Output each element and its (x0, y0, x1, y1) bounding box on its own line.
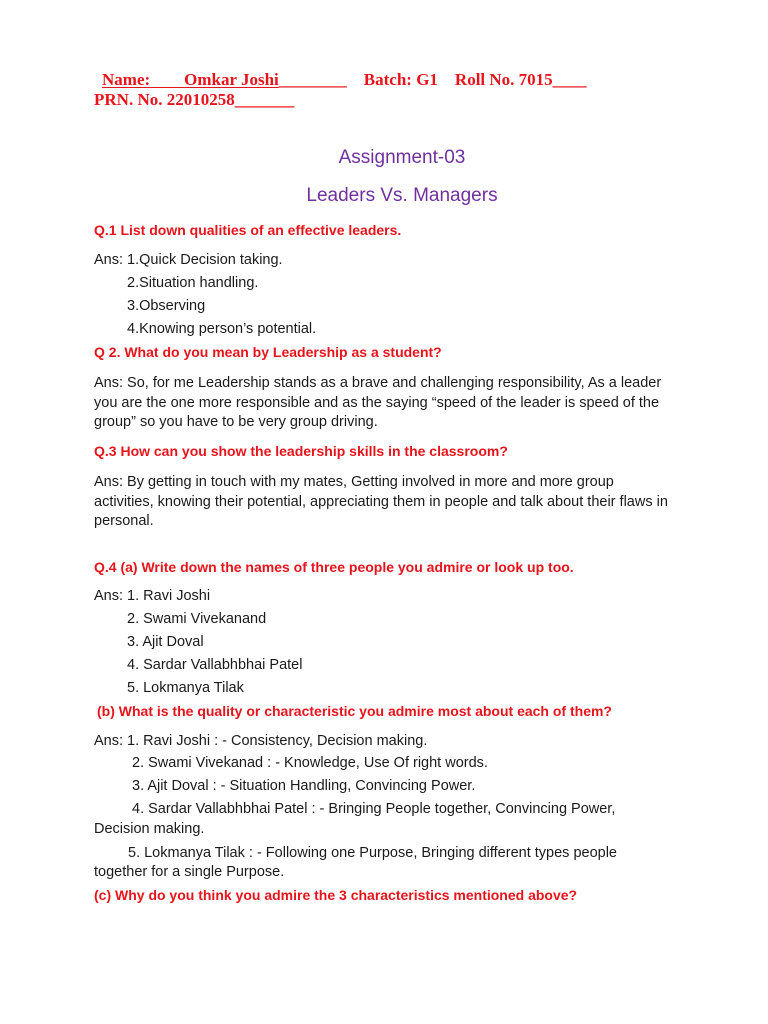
q4b-answer-line: Ans: 1. Ravi Joshi : - Consistency, Decision making. (94, 733, 428, 749)
q4b-answer-line: together for a single Purpose. (94, 864, 285, 880)
header-line-1 (102, 70, 587, 90)
q4c-question: (c) Why do you think you admire the 3 characteristics mentioned above? (94, 887, 578, 903)
q1-answer-line: 3.Observing (127, 298, 206, 314)
q1-answer-line: Ans: 1.Quick Decision taking. (94, 252, 283, 268)
name-label: Name: (102, 70, 151, 89)
prn-trail: _______ (234, 90, 295, 109)
q1-question: Q.1 List down qualities of an effective leaders. (94, 222, 402, 238)
q4b-answer-line: 2. Swami Vivekanad : - Knowledge, Use Of right words. (132, 755, 488, 771)
q1-answer-line: 4.Knowing person’s potential. (127, 321, 317, 337)
assignment-subtitle: Leaders Vs. Managers (306, 185, 498, 206)
q4b-answer-line: 3. Ajit Doval : - Situation Handling, Convincing Power. (132, 778, 476, 794)
q4b-answer-line: Decision making. (94, 821, 205, 837)
roll-text: Roll No. 7015 (454, 70, 553, 89)
q3-answer: Ans: By getting in touch with my mates, Getting involved in more and more group activities, knowing their potential, appreciating them in people and talk about their flaws in personal. (94, 474, 668, 529)
assignment-title: Assignment-03 (338, 147, 466, 168)
q4a-answer-line: 2. Swami Vivekanand (127, 611, 267, 627)
q2-answer: Ans: So, for me Leadership stands as a brave and challenging responsibility, As a leader you are the one more responsible and as the saying “speed of the leader is speed of the group” so you have to be very group driving. (94, 375, 662, 430)
header-line-2 (94, 90, 294, 110)
name-gap (150, 70, 184, 89)
q4a-answer-line: 4. Sardar Vallabhbhai Patel (127, 657, 303, 673)
q3-question: Q.3 How can you show the leadership skills in the classroom? (94, 443, 508, 459)
q4a-answer-line: 3. Ajit Doval (127, 634, 204, 650)
q4b-answer-line: 5. Lokmanya Tilak : - Following one Purpose, Bringing different types people (128, 845, 617, 861)
q2-question: Q 2. What do you mean by Leadership as a student? (94, 344, 442, 360)
q4a-answer-line: 5. Lokmanya Tilak (127, 680, 244, 696)
q4a-question: Q.4 (a) Write down the names of three people you admire or look up too. (94, 559, 574, 575)
batch-text: Batch: G1 (363, 70, 438, 89)
q1-answer-line: 2.Situation handling. (127, 275, 259, 291)
roll-trail: ____ (552, 70, 587, 89)
q4b-question: (b) What is the quality or characteristic you admire most about each of them? (97, 703, 612, 719)
q4a-answer-line: Ans: 1. Ravi Joshi (94, 588, 211, 604)
prn-label: PRN. No. 22010258 (94, 90, 235, 109)
name-value: Omkar Joshi (184, 70, 279, 89)
name-trail: ________ (278, 70, 347, 89)
q4b-answer-line: 4. Sardar Vallabhbhai Patel : - Bringing People together, Convincing Power, (132, 801, 616, 817)
